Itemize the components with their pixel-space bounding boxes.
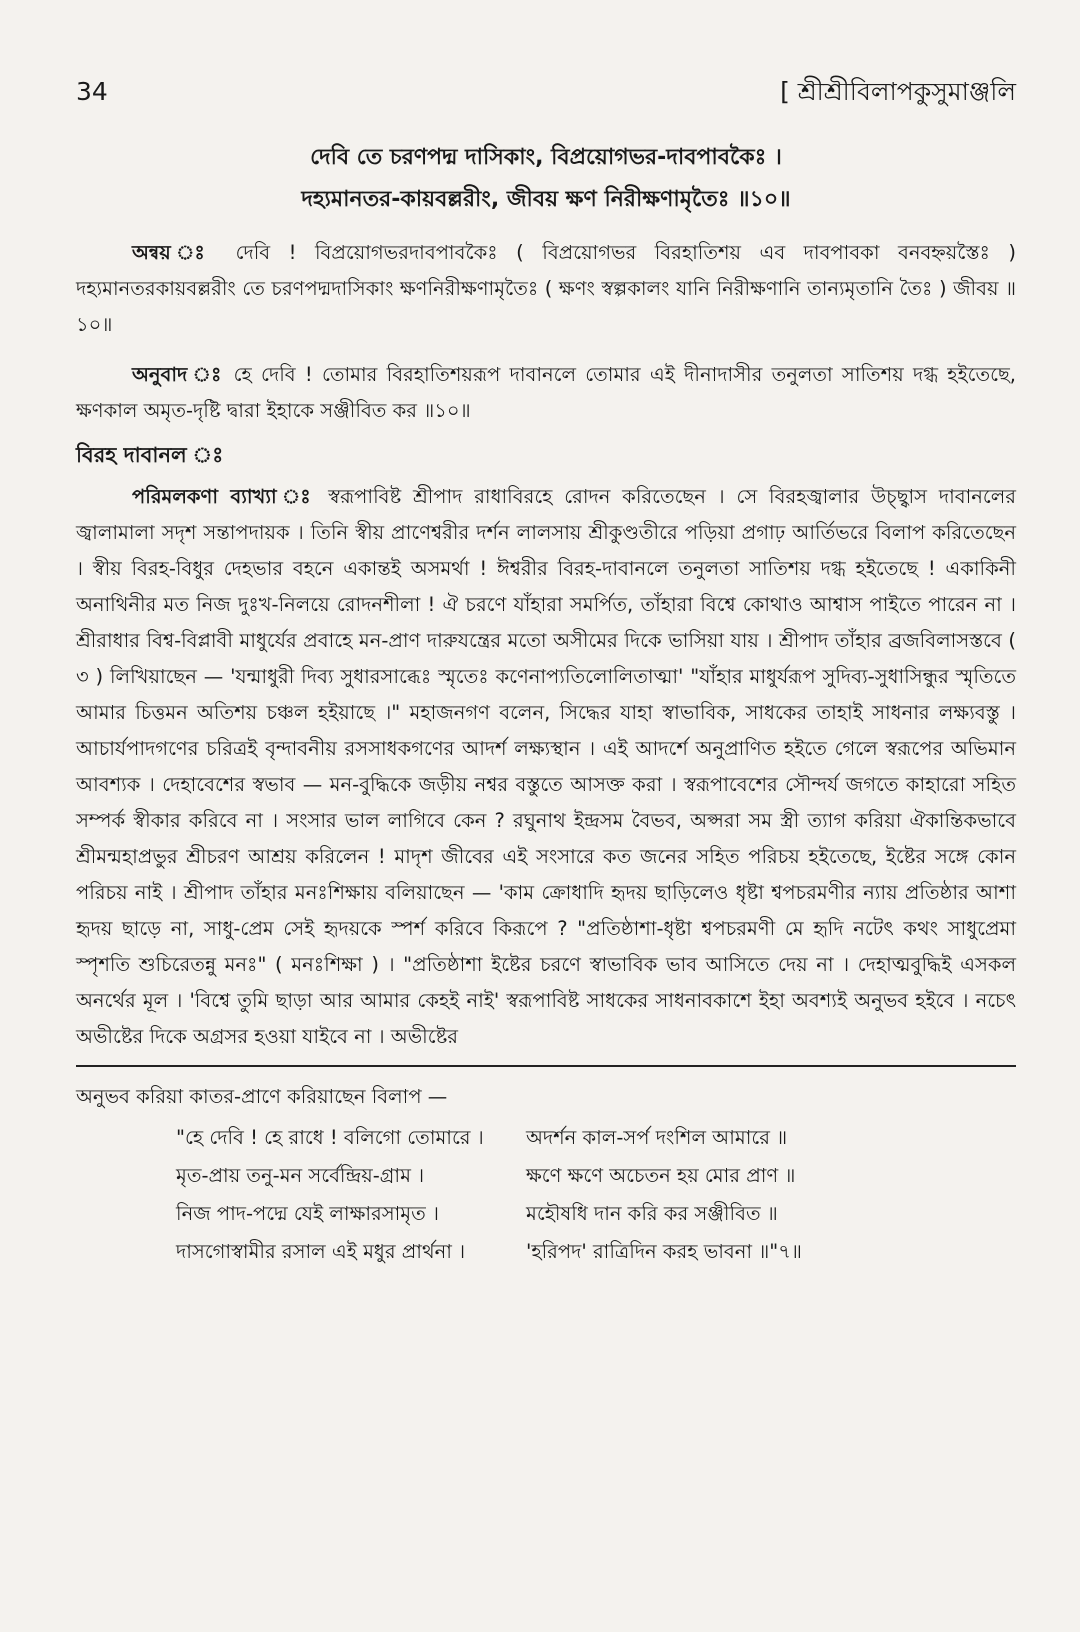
poem-line-right: ক্ষণে ক্ষণে অচেতন হয় মোর প্রাণ ॥ [526,1164,796,1187]
anvaya-paragraph [76,235,1016,343]
section-heading: বিরহ দাবানল ঃ [76,443,224,467]
poem-line-left: "হে দেবি ! হে রাধে ! বলিগো তোমারে । [176,1126,484,1149]
book-title: [ শ্রীশ্রীবিলাপকুসুমাঞ্জলি [780,77,1016,106]
poem-row [76,1233,1016,1271]
poem-line-left: নিজ পাদ-পদ্মে যেই লাক্ষারসামৃত । [176,1202,439,1225]
poem-line-right: মহৌষধি দান করি কর সঞ্জীবিত ॥ [526,1202,778,1225]
anuvad-text: হে দেবি ! তোমার বিরহাতিশয়রূপ দাবানলে তোমার এই দীনাদাসীর তনুলতা সাতিশয় দগ্ধ হইতেছে, ক্ষণকাল অমৃত-দৃষ্টি দ্বারা ইহাকে সঞ্জীবিত কর ॥১০॥ [76,363,1016,422]
poem-line-right: 'হরিপদ' রাত্রিদিন করহ ভাবনা ॥"৭॥ [526,1240,802,1263]
poem-row [76,1157,1016,1195]
commentary-label: পরিমলকণা ব্যাখ্যা ঃ [132,485,317,508]
poem-line-left: মৃত-প্রায় তনু-মন সর্বেন্দ্রিয়-গ্রাম । [176,1164,425,1187]
poem-intro: অনুভব করিয়া কাতর-প্রাণে করিয়াছেন বিলাপ — [76,1085,448,1108]
poem-row [76,1195,1016,1233]
page-number: 34 [76,77,108,106]
anvaya-label: অন্বয় ঃ [132,241,218,264]
footnote-divider [76,1065,1016,1067]
poem-line-right: অদর্শন কাল-সর্প দংশিল আমারে ॥ [526,1126,788,1149]
commentary-paragraph [76,479,1016,1055]
poem-row [76,1119,1016,1157]
verse-line-2: দহ্যমানতর-কায়বল্লরীং, জীবয় ক্ষণ নিরীক্ষণামৃতৈঃ ॥১০॥ [301,187,791,212]
poem [76,1119,1016,1271]
anvaya-text: দেবি ! বিপ্রয়োগভরদাবপাবকৈঃ ( বিপ্রয়োগভর বিরহাতিশয় এব দাবপাবকা বনবহ্নয়স্তৈঃ ) দহ্যমানতরকায়বল্লরীং তে চরণপদ্মদাসিকাং ক্ষণনিরীক্ষণামৃতৈঃ ( ক্ষণং স্বল্পকালং যানি নিরীক্ষণানি তান্যমৃতানি তৈঃ ) জীবয় ॥১০॥ [76,241,1017,336]
anuvad-paragraph [76,357,1016,429]
verse-line-1: দেবি তে চরণপদ্ম দাসিকাং, বিপ্রয়োগভর-দাবপাবকৈঃ । [310,145,782,170]
poem-line-left: দাসগোস্বামীর রসাল এই মধুর প্রার্থনা । [176,1240,466,1263]
anuvad-label: অনুবাদ ঃ [132,363,225,386]
page-header [76,72,1016,115]
commentary-text: স্বরূপাবিষ্ট শ্রীপাদ রাধাবিরহে রোদন করিতেছেন । সে বিরহজ্বালার উচ্ছ্বাস দাবানলের জ্বালামালা সদৃশ সন্তাপদায়ক । তিনি স্বীয় প্রাণেশ্বরীর দর্শন লালসায় শ্রীকুণ্ডতীরে পড়িয়া প্রগাঢ় আর্তিভরে বিলাপ করিতেছেন । স্বীয় বিরহ-বিধুর দেহভার বহনে একান্তই অসমর্থা ! ঈশ্বরীর বিরহ-দাবানলে তনুলতা সাতিশয় দগ্ধ হইতেছে ! একাকিনী অনাথিনীর মত নিজ দুঃখ-নিলয়ে রোদনশীলা ! ঐ চরণে যাঁহারা সমর্পিত, তাঁহারা বিশ্বে কোথাও আশ্বাস পাইতে পারেন না । শ্রীরাধার বিশ্ব-বিপ্লাবী মাধুর্যের প্রবাহে মন-প্রাণ দারুযন্ত্রের মতো অসীমের দিকে ভাসিয়া যায় । শ্রীপাদ তাঁহার ব্রজবিলাসস্তবে ( ৩ ) লিখিয়াছেন — 'যন্মাধুরী দিব্য সুধারসাব্ধেঃ স্মৃতেঃ কণেনাপ্যতিলোলিতাত্মা' "যাঁহার মাধুর্যরূপ সুদিব্য-সুধাসিন্ধুর স্মৃতিতে আমার চিত্তমন অতিশয় চঞ্চল হইয়াছে ।" মহাজনগণ বলেন, সিদ্ধের যাহা স্বাভাবিক, সাধকের তাহাই সাধনার লক্ষ্যবস্তু । আচার্যপাদগণের চরিত্রই বৃন্দাবনীয় রসসাধকগণের আদর্শ লক্ষ্যস্থান । এই আদর্শে অনুপ্রাণিত হইতে গেলে স্বরূপের অভিমান আবশ্যক । দেহাবেশের স্বভাব — মন-বুদ্ধিকে জড়ীয় নশ্বর বস্তুতে আসক্ত করা । স্বরূপাবেশের সৌন্দর্য জগতে কাহারো সহিত সম্পর্ক স্বীকার করিবে না । সংসার ভাল লাগিবে কেন ? রঘুনাথ ইন্দ্রসম বৈভব, অপ্সরা সম স্ত্রী ত্যাগ করিয়া ঐকান্তিকভাবে শ্রীমন্মহাপ্রভুর শ্রীচরণ আশ্রয় করিলেন ! মাদৃশ জীবের এই সংসারে কত জনের সহিত পরিচয় হইতেছে, ইষ্টের সঙ্গে কোন পরিচয় নাই । শ্রীপাদ তাঁহার মনঃশিক্ষায় বলিয়াছেন — 'কাম ক্রোধাদি হৃদয় ছাড়িলেও ধৃষ্টা শ্বপচরমণীর ন্যায় প্রতিষ্ঠার আশা হৃদয় ছাড়ে না, সাধু-প্রেম সেই হৃদয়কে স্পর্শ করিবে কিরূপে ? "প্রতিষ্ঠাশা-ধৃষ্টা শ্বপচরমণী মে হৃদি নটেৎ কথং সাধুপ্রেমা স্পৃশতি শুচিরেতন্নু মনঃ" ( মনঃশিক্ষা ) । "প্রতিষ্ঠাশা ইষ্টের চরণে স্বাভাবিক ভাব আসিতে দেয় না । দেহাত্মবুদ্ধিই এসকল অনর্থের মূল । 'বিশ্বে তুমি ছাড়া আর আমার কেহই নাই' স্বরূপাবিষ্ট সাধকের সাধনাবকাশে ইহা অবশ্যই অনুভব হইবে । নচেৎ অভীষ্টের দিকে অগ্রসর হওয়া যাইবে না । অভীষ্টের [76,485,1016,1048]
